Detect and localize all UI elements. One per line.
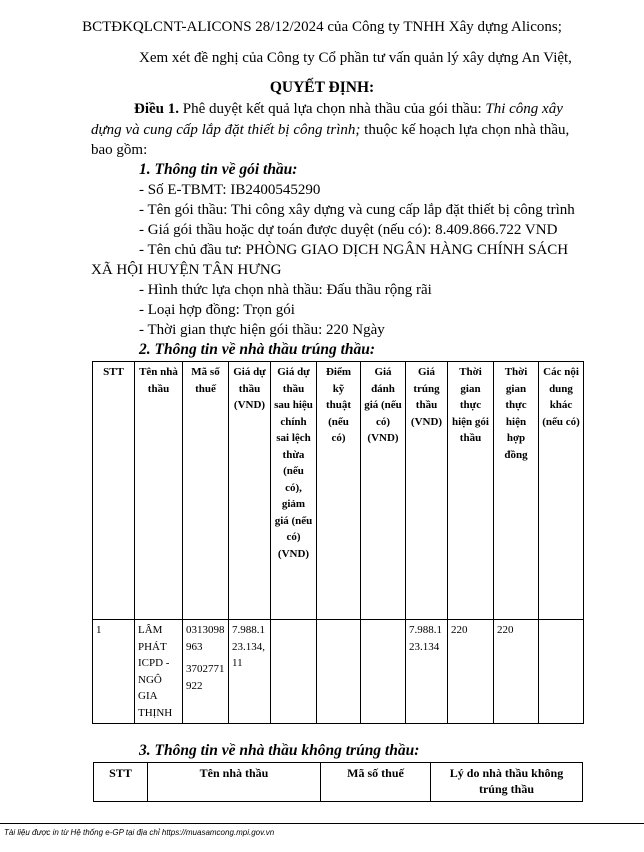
selection-method: - Hình thức lựa chọn nhà thầu: Đấu thầu rộng rãi xyxy=(139,282,432,298)
package-price: - Giá gói thầu hoặc dự toán được duyệt (nếu có): 8.409.866.722 VND xyxy=(139,222,558,238)
article1-text-a: Phê duyệt kết quả lựa chọn nhà thầu của gói thầu: xyxy=(179,101,486,117)
header-reason: Lý do nhà thầu không trúng thầu xyxy=(431,763,583,802)
header-tech-score: Điểm kỹ thuật (nếu có) xyxy=(317,362,361,620)
header-stt: STT xyxy=(93,362,135,620)
table-row xyxy=(93,620,584,724)
article1-text-b: thuộc kế hoạch lựa chọn nhà thầu, xyxy=(360,122,570,138)
article1-line3: bao gồm: xyxy=(91,142,148,158)
header-stt: STT xyxy=(94,763,148,802)
consideration-line xyxy=(139,48,572,68)
section1-heading: 1. Thông tin về gói thầu: xyxy=(139,161,298,178)
table-header-row xyxy=(93,362,584,620)
row-bid-price: 7.988.123.134,11 xyxy=(229,620,271,724)
consideration-text: Xem xét đề nghị của Công ty Cổ phần tư vấn quản lý xây dựng An Việt, xyxy=(139,50,572,66)
header-winning-price: Giá trúng thầu (VND) xyxy=(406,362,448,620)
execution-time: - Thời gian thực hiện gói thầu: 220 Ngày xyxy=(139,322,385,338)
header-bid-price: Giá dự thầu (VND) xyxy=(229,362,271,620)
article1-package-b: dựng và cung cấp lắp đặt thiết bị công trình; xyxy=(91,122,361,138)
footer-divider xyxy=(0,823,644,824)
reference-line: BCTĐKQLCNT-ALICONS 28/12/2024 của Công ty TNHH Xây dựng Alicons; xyxy=(82,19,562,35)
article1-line1 xyxy=(134,99,563,119)
row-tax-codes xyxy=(183,620,229,724)
decision-title: QUYẾT ĐỊNH: xyxy=(269,79,375,96)
investor-name: - Tên chủ đầu tư: PHÒNG GIAO DỊCH NGÂN HÀNG CHÍNH SÁCH xyxy=(139,242,569,258)
row-other xyxy=(539,620,584,724)
header-evaluated-price: Giá đánh giá (nếu có) (VND) xyxy=(361,362,406,620)
article1-label: Điều 1. xyxy=(134,101,179,117)
section3-heading: 3. Thông tin về nhà thầu không trúng thầu: xyxy=(139,742,420,759)
row-winning-price: 7.988.123.134 xyxy=(406,620,448,724)
row-tech-score xyxy=(317,620,361,724)
header-contract-time: Thời gian thực hiện hợp đồng xyxy=(494,362,539,620)
header-package-time: Thời gian thực hiện gói thầu xyxy=(448,362,494,620)
header-tax-code: Mã số thuế xyxy=(321,763,431,802)
header-contractor-name: Tên nhà thầu xyxy=(135,362,183,620)
row-package-time: 220 xyxy=(448,620,494,724)
contract-type: - Loại hợp đồng: Trọn gói xyxy=(139,302,295,318)
footer-note: Tài liệu được in từ Hệ thống e-GP tại địa chỉ https://muasamcong.mpi.gov.vn xyxy=(4,828,275,837)
investor-name-cont: XÃ HỘI HUYỆN TÂN HƯNG xyxy=(91,262,282,278)
row-tax-code-1: 0313098963 xyxy=(186,624,225,653)
table-header-row xyxy=(94,763,583,802)
losing-contractor-table xyxy=(93,762,583,802)
package-name: - Tên gói thầu: Thi công xây dựng và cung cấp lắp đặt thiết bị công trình xyxy=(139,202,575,218)
package-number: - Số E-TBMT: IB2400545290 xyxy=(139,182,321,198)
row-evaluated-price xyxy=(361,620,406,724)
row-contract-time: 220 xyxy=(494,620,539,724)
article1-package-a: Thi công xây xyxy=(485,101,563,117)
winning-contractor-table xyxy=(92,361,584,724)
header-contractor-name: Tên nhà thầu xyxy=(148,763,321,802)
row-contractor-name: LÂM PHÁT ICPD - NGÔ GIA THỊNH xyxy=(135,620,183,724)
header-tax-code: Mã số thuế xyxy=(183,362,229,620)
row-adjusted-bid xyxy=(271,620,317,724)
section2-heading: 2. Thông tin về nhà thầu trúng thầu: xyxy=(139,341,376,358)
article1-line2 xyxy=(91,120,569,140)
header-adjusted-bid: Giá dự thầu sau hiệu chính sai lệch thừa (nếu có), giảm giá (nếu có) (VND) xyxy=(271,362,317,620)
header-other: Các nội dung khác (nếu có) xyxy=(539,362,584,620)
row-tax-code-2: 3702771922 xyxy=(186,663,225,692)
row-stt: 1 xyxy=(93,620,135,724)
